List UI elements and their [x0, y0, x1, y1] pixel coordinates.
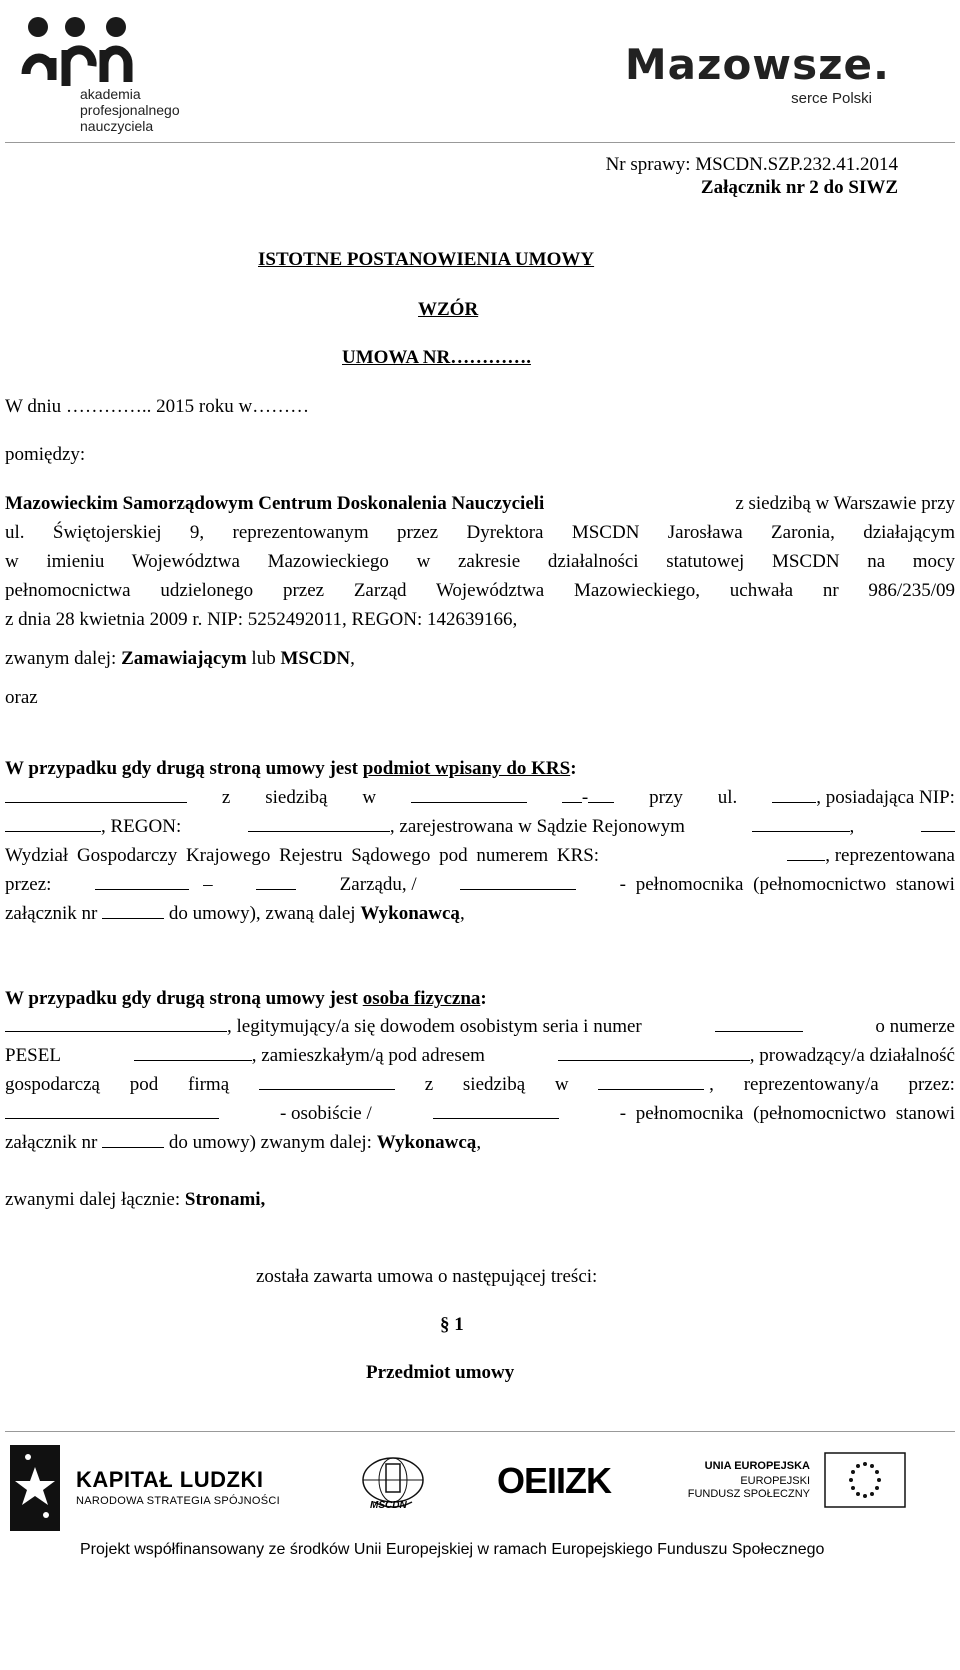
krs-blank-name[interactable]	[5, 784, 187, 803]
mazowsze-tagline: serce Polski	[791, 90, 872, 107]
person-blank-proxy[interactable]	[433, 1100, 559, 1119]
document-title: ISTOTNE POSTANOWIENIA UMOWY	[258, 249, 595, 270]
krs-l3-text: Wydział Gospodarczy Krajowego Rejestru Sądowego pod numerem KRS:	[5, 845, 600, 866]
person-l3-g: ,	[709, 1074, 714, 1095]
person-l2-c-wrap	[558, 1041, 955, 1071]
person-l3-f: w	[554, 1074, 569, 1095]
party1-line-5: z dnia 28 kwietnia 2009 r. NIP: 5252492011, REGON: 142639166,	[5, 609, 518, 630]
krs-line-4	[5, 870, 955, 900]
person-l4-b: - pełnomocnika (pełnomocnictwo stanowi	[619, 1103, 955, 1124]
ue-line-2: EUROPEJSKI	[740, 1475, 810, 1487]
krs-blank-rep[interactable]	[95, 871, 189, 890]
ue-line-1: UNIA EUROPEJSKA	[704, 1460, 810, 1472]
krs-l2-regon-val	[248, 812, 685, 842]
person-blank-firm[interactable]	[259, 1071, 395, 1090]
project-footnote: Projekt współfinansowany ze środków Unii Europejskiej w ramach Europejskiego Funduszu Społecznego	[80, 1541, 825, 1558]
krs-l5-pre: załącznik nr	[5, 903, 98, 924]
oraz-label: oraz	[5, 687, 38, 708]
krs-blank-nip[interactable]	[5, 813, 101, 832]
paragraph-number: § 1	[440, 1314, 464, 1335]
krs-blank-court[interactable]	[752, 813, 850, 832]
oeiizk-logo: OEIIZK	[497, 1460, 612, 1501]
krs-blank-proxy[interactable]	[460, 871, 576, 890]
person-l5-pre: załącznik nr	[5, 1132, 98, 1153]
kl-title: KAPITAŁ LUDZKI	[76, 1467, 264, 1492]
person-l3-i: przez:	[908, 1074, 955, 1095]
krs-blank-regon[interactable]	[248, 813, 390, 832]
person-l3-a: gospodarczą	[5, 1074, 100, 1095]
person-l1-a: , legitymujący/a się dowodem osobistym seria i numer	[227, 1016, 642, 1037]
kapital-ludzki-logo	[10, 1445, 280, 1535]
krs-blank-street[interactable]	[772, 784, 816, 803]
krs-l5-wykonawca: Wykonawcą	[360, 903, 460, 924]
krs-l1-w1: z	[221, 787, 231, 808]
named-mid: lub	[246, 648, 281, 669]
krs-l1-w2: siedzibą	[265, 787, 328, 808]
person-heading	[5, 984, 487, 1014]
krs-l1-w5: ul.	[717, 787, 738, 808]
person-blank-rep[interactable]	[5, 1100, 219, 1119]
person-l5-mid: do umowy) zwanym dalej:	[164, 1132, 377, 1153]
parties-label	[5, 1185, 265, 1215]
person-l3-e: siedzibą	[462, 1074, 526, 1095]
krs-blank-role[interactable]	[256, 871, 296, 890]
krs-blank-postal-a[interactable]	[562, 784, 582, 803]
ue-logo	[686, 1448, 946, 1512]
person-blank-address[interactable]	[558, 1042, 750, 1061]
krs-l2-zarej: , zarejestrowana w Sądzie Rejonowym	[389, 816, 685, 837]
person-blank-seat[interactable]	[598, 1071, 704, 1090]
krs-line-3	[5, 841, 955, 871]
between-label: pomiędzy:	[5, 444, 86, 465]
person-l3-g-wrap	[598, 1070, 714, 1100]
krs-l1-w4: przy	[649, 787, 683, 808]
parties-pre: zwanymi dalej łącznie:	[5, 1189, 185, 1210]
krs-l4-zarzadu: Zarządu, /	[339, 874, 417, 895]
person-l1-a-wrap	[5, 1012, 642, 1042]
krs-heading-post: :	[570, 758, 577, 779]
person-blank-pesel[interactable]	[134, 1042, 252, 1061]
person-l2-a: PESEL	[5, 1045, 61, 1066]
krs-blank-att[interactable]	[102, 900, 164, 919]
krs-l2-regon: , REGON:	[101, 816, 182, 837]
named-zamawiajacy: Zamawiającym	[121, 648, 247, 669]
person-l3-d: z	[424, 1074, 434, 1095]
krs-l5-post: ,	[459, 903, 465, 924]
krs-heading	[5, 754, 577, 784]
attachment-label: Załącznik nr 2 do SIWZ	[700, 177, 898, 198]
krs-l3-repr	[787, 841, 955, 871]
person-l5-post: ,	[476, 1132, 482, 1153]
person-blank-name[interactable]	[5, 1013, 227, 1032]
party1-named	[5, 644, 355, 674]
date-line: W dniu ………….. 2015 roku w………	[5, 396, 310, 417]
person-line-5	[5, 1128, 481, 1158]
krs-l2-comma: ,	[849, 816, 855, 837]
krs-line-5	[5, 899, 465, 929]
party1-line-1-tail: z siedzibą w Warszawie przy	[730, 493, 955, 514]
party1-line-4: pełnomocnictwa udzielonego przez Zarząd Województwa Mazowieckiego, uchwała nr 986/235/09	[5, 580, 955, 601]
named-post: ,	[350, 648, 355, 669]
named-prefix: zwanym dalej:	[5, 648, 122, 669]
party1-line-3: w imieniu Województwa Mazowieckiego w zakresie działalności statutowej MSCDN na mocy	[5, 551, 955, 572]
krs-l4-pelno: - pełnomocnika (pełnomocnictwo stanowi	[619, 874, 955, 895]
person-heading-post: :	[480, 988, 487, 1009]
krs-l2-court	[752, 812, 855, 842]
krs-heading-underlined: podmiot wpisany do KRS	[362, 758, 571, 779]
mscdn-label: MSCDN	[370, 1500, 407, 1511]
person-l1-b: o numerze	[875, 1016, 955, 1037]
person-l2-b: , zamieszkałym/ą pod adresem	[251, 1045, 485, 1066]
person-l2-b-wrap	[134, 1041, 485, 1071]
krs-heading-pre: W przypadku gdy drugą stroną umowy jest	[5, 758, 363, 779]
krs-l1-w6: , posiadająca NIP:	[816, 787, 955, 808]
krs-l4-dash: –	[203, 874, 213, 895]
krs-l5-mid: do umowy), zwaną dalej	[164, 903, 361, 924]
person-l3-h: reprezentowany/a	[743, 1074, 879, 1095]
person-l5-wykonawca: Wykonawcą	[376, 1132, 477, 1153]
party1-name: Mazowieckim Samorządowym Centrum Doskonalenia Nauczycieli	[5, 493, 545, 514]
krs-line-2	[5, 812, 955, 842]
krs-l4-rep	[95, 870, 213, 900]
krs-l3-repr-text: , reprezentowana	[825, 845, 955, 866]
named-mscdn: MSCDN	[280, 648, 351, 669]
kapital-ludzki-star-icon	[10, 1445, 60, 1531]
krs-l4-przez: przez:	[5, 874, 52, 895]
krs-l1-dash: -	[581, 787, 589, 808]
parties-bold: Stronami,	[184, 1189, 266, 1210]
person-l3-c: firmą	[188, 1074, 230, 1095]
person-line-3	[5, 1070, 955, 1100]
apn-logo-mark	[20, 14, 150, 86]
header-divider	[5, 142, 955, 143]
krs-l1-w3: w	[362, 787, 377, 808]
krs-l2-nip	[5, 812, 181, 842]
person-l3-b: pod	[129, 1074, 159, 1095]
person-line-2	[5, 1041, 955, 1071]
person-line-4	[5, 1099, 955, 1129]
person-heading-underlined: osoba fizyczna	[362, 988, 481, 1009]
apn-line-1: akademia	[80, 86, 141, 102]
person-heading-pre: W przypadku gdy drugą stroną umowy jest	[5, 988, 363, 1009]
person-line-1	[5, 1012, 955, 1042]
krs-blank-postal-b[interactable]	[588, 784, 614, 803]
person-l4-a: - osobiście /	[279, 1103, 372, 1124]
party1-line-2: ul. Świętojerskiej 9, reprezentowanym przez Dyrektora MSCDN Jarosława Zaronia, działającym	[5, 522, 955, 543]
krs-l1-nip	[772, 783, 955, 813]
ue-line-3: FUNDUSZ SPOŁECZNY	[687, 1488, 810, 1500]
person-l2-c: , prowadzący/a działalność	[749, 1045, 955, 1066]
party1-line-1	[5, 489, 955, 519]
eu-flag-icon	[824, 1452, 906, 1508]
krs-line-1	[5, 783, 955, 813]
concluded-line: została zawarta umowa o następującej treści:	[256, 1266, 598, 1287]
person-blank-id[interactable]	[715, 1013, 803, 1032]
contract-number: UMOWA NR………….	[342, 347, 531, 368]
kl-subtitle: NARODOWA STRATEGIA SPÓJNOŚCI	[76, 1495, 280, 1507]
section-heading: Przedmiot umowy	[366, 1362, 515, 1383]
footer-divider	[5, 1431, 955, 1432]
person-blank-att[interactable]	[102, 1129, 164, 1148]
apn-line-3: nauczyciela	[80, 118, 154, 134]
krs-postal	[562, 783, 614, 813]
template-label: WZÓR	[418, 299, 479, 320]
mscdn-logo	[356, 1452, 430, 1516]
apn-logo	[20, 14, 220, 136]
mazowsze-logo	[600, 40, 900, 110]
krs-blank-city[interactable]	[411, 784, 527, 803]
krs-blank-court-num[interactable]	[921, 813, 955, 832]
krs-blank-krs[interactable]	[787, 842, 825, 861]
mazowsze-wordmark: Mazowsze.	[624, 40, 890, 89]
case-number: Nr sprawy: MSCDN.SZP.232.41.2014	[605, 154, 898, 175]
apn-line-2: profesjonalnego	[80, 102, 180, 118]
